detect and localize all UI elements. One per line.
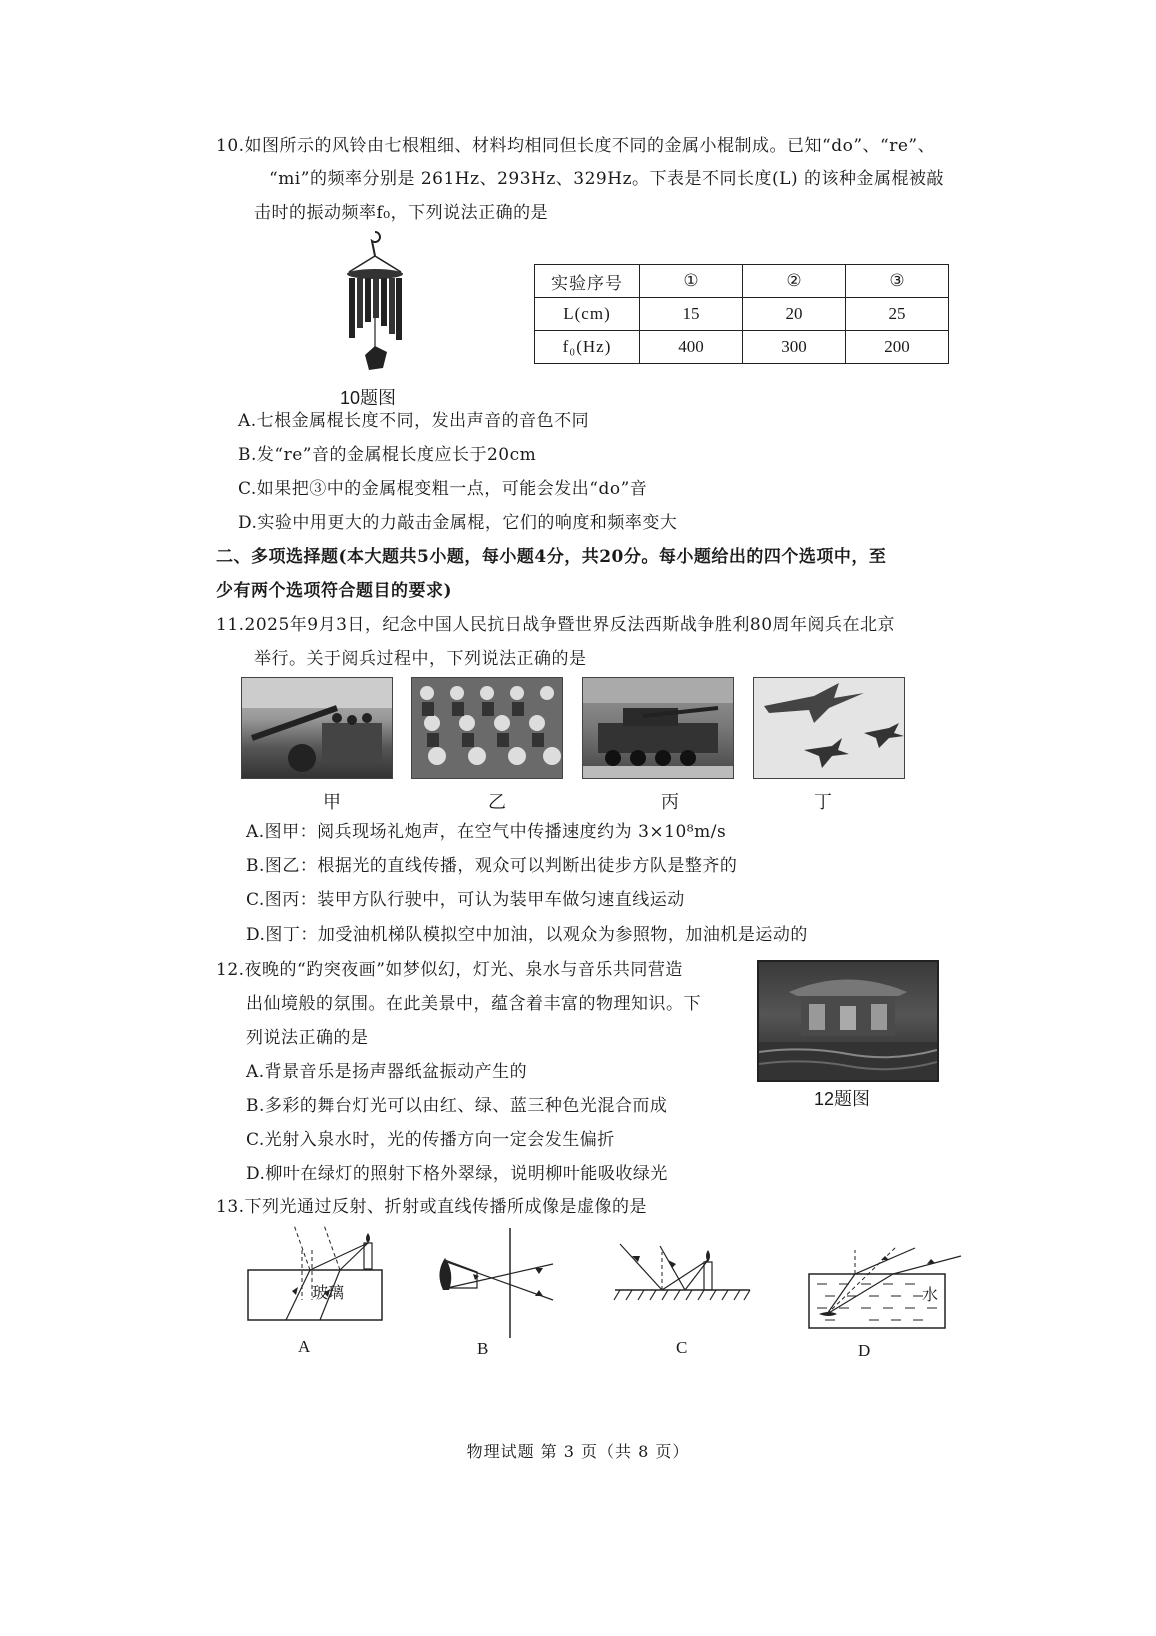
diagram-d-water-label: 水 xyxy=(922,1285,939,1304)
table-row xyxy=(535,298,949,331)
q12-option-b: B.多彩的舞台灯光可以由红、绿、蓝三种色光混合而成 xyxy=(246,1096,668,1116)
q11-option-c: C.图丙：装甲方队行驶中，可认为装甲车做匀速直线运动 xyxy=(246,890,685,910)
q11-line-2: 举行。关于阅兵过程中，下列说法正确的是 xyxy=(254,649,587,669)
q12-line-1: 12.夜晚的“趵突夜画”如梦似幻，灯光、泉水与音乐共同营造 xyxy=(216,960,683,980)
page-footer: 物理试题 第 3 页（共 8 页） xyxy=(466,1442,690,1461)
table-row xyxy=(535,265,949,298)
q10-line-3: 击时的振动频率f₀，下列说法正确的是 xyxy=(254,203,549,223)
q10-option-d: D.实验中用更大的力敲击金属棍，它们的响度和频率变大 xyxy=(238,513,678,533)
table-cell: 400 xyxy=(640,331,743,364)
q12-option-a: A.背景音乐是扬声器纸盆振动产生的 xyxy=(246,1062,528,1082)
table-header-cell: ② xyxy=(743,265,846,298)
table-cell: L(cm) xyxy=(535,298,640,331)
table-header-cell: 实验序号 xyxy=(535,265,640,298)
photo-armored-vehicle xyxy=(582,677,734,779)
photo-label-ding: 丁 xyxy=(814,792,832,813)
q11-option-b: B.图乙：根据光的直线传播，观众可以判断出徒步方队是整齐的 xyxy=(246,856,738,876)
wind-chime-figure xyxy=(335,230,415,380)
q10-frequency-table xyxy=(534,264,949,364)
diagram-d-water-refraction xyxy=(805,1242,965,1332)
table-cell: 200 xyxy=(846,331,949,364)
photo-aerial-refueling xyxy=(753,677,905,779)
photo-label-jia: 甲 xyxy=(323,792,341,813)
table-cell: 15 xyxy=(640,298,743,331)
diagram-label-c: C xyxy=(676,1338,688,1357)
diagram-b-lens xyxy=(425,1228,565,1338)
q12-figure-caption: 12题图 xyxy=(814,1089,871,1109)
q11-line-1: 11.2025年9月3日，纪念中国人民抗日战争暨世界反法西斯战争胜利80周年阅兵在北京 xyxy=(216,615,896,635)
q10-line-2: “mi”的频率分别是 261Hz、293Hz、329Hz。下表是不同长度(L) 的该种金属棍被敲 xyxy=(269,169,944,189)
table-cell: 25 xyxy=(846,298,949,331)
q11-option-d: D.图丁：加受油机梯队模拟空中加油，以观众为参照物，加油机是运动的 xyxy=(246,925,808,945)
q10-option-b: B.发“re”音的金属棍长度应长于20cm xyxy=(238,445,537,465)
table-cell: 20 xyxy=(743,298,846,331)
section-2-heading-line-1: 二、多项选择题(本大题共5小题，每小题4分，共20分。每小题给出的四个选项中，至 xyxy=(216,547,887,567)
table-header-cell: ③ xyxy=(846,265,949,298)
photo-label-yi: 乙 xyxy=(488,792,506,813)
q12-option-d: D.柳叶在绿灯的照射下格外翠绿，说明柳叶能吸收绿光 xyxy=(246,1164,668,1184)
q13-line-1: 13.下列光通过反射、折射或直线传播所成像是虚像的是 xyxy=(216,1197,648,1217)
diagram-label-a: A xyxy=(298,1337,311,1356)
q12-line-2: 出仙境般的氛围。在此美景中，蕴含着丰富的物理知识。下 xyxy=(246,994,701,1014)
diagram-c-plane-mirror xyxy=(610,1238,755,1308)
diagram-a-glass-refraction xyxy=(240,1225,390,1325)
q12-option-c: C.光射入泉水时，光的传播方向一定会发生偏折 xyxy=(246,1130,615,1150)
q10-line-1: 10.如图所示的风铃由七根粗细、材料均相同但长度不同的金属小棍制成。已知“do”、“re”、 xyxy=(216,136,936,156)
table-cell: f₀(Hz) xyxy=(535,331,640,364)
photo-night-scene xyxy=(757,960,939,1082)
q10-option-c: C.如果把③中的金属棍变粗一点，可能会发出“do”音 xyxy=(238,479,648,499)
diagram-a-glass-label: 玻璃 xyxy=(312,1283,345,1302)
table-header-cell: ① xyxy=(640,265,743,298)
q10-option-a: A.七根金属棍长度不同，发出声音的音色不同 xyxy=(238,411,590,431)
photo-artillery xyxy=(241,677,393,779)
photo-label-bing: 丙 xyxy=(661,792,679,813)
q12-line-3: 列说法正确的是 xyxy=(246,1028,369,1048)
section-2-heading-line-2: 少有两个选项符合题目的要求) xyxy=(216,581,453,601)
table-cell: 300 xyxy=(743,331,846,364)
photo-marching-troops xyxy=(411,677,563,779)
q11-option-a: A.图甲：阅兵现场礼炮声，在空气中传播速度约为 3×10⁸m/s xyxy=(246,822,727,842)
diagram-label-d: D xyxy=(858,1341,871,1360)
diagram-label-b: B xyxy=(477,1339,489,1358)
table-row xyxy=(535,331,949,364)
q10-figure-caption: 10题图 xyxy=(340,388,397,408)
